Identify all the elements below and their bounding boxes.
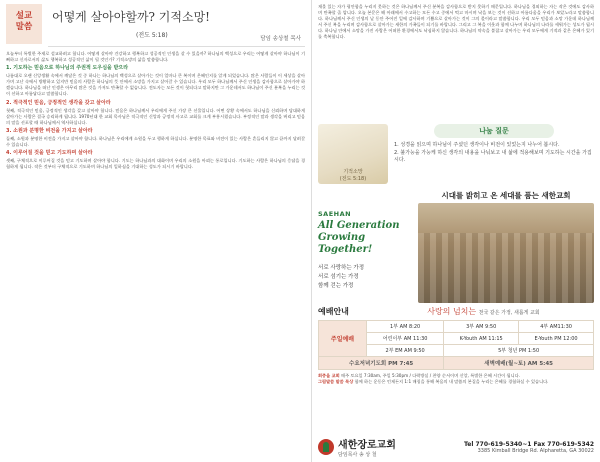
questions-content: [388, 124, 594, 184]
subheading-1: 1. 기도하는 믿음으로 하나님의 주권적 도우심을 받으라: [6, 65, 129, 72]
divider: [48, 46, 305, 47]
subheading-4: 4. 이루어질 것을 믿고 기도하며 살아라: [6, 150, 93, 157]
sermon-tag: [6, 4, 42, 44]
sermon-verse: (전도 5:18): [136, 32, 168, 39]
sermon-pastor: 담임 송상철 목사: [260, 36, 301, 42]
notice-text: 함께 하는 운동은 언제든지 1:1 매칭을 통해 복음의 내 말씀의 본질을 누리는 은혜를 경험하실 수 있습니다.: [353, 379, 549, 385]
subheading-3: 3. 소원과 분명한 비전을 가지고 살아라: [6, 127, 93, 134]
image-caption: 기적소망: [343, 169, 363, 175]
phone-fax: Tel 770-619-5340~1 Fax 770-619-5342: [463, 440, 594, 448]
sermon-header: [6, 4, 305, 48]
subheading-2: 2. 적극적인 믿음, 긍정적인 생각을 갖고 살아라: [6, 99, 111, 106]
notice-block: [318, 373, 594, 385]
question-item: 1. 성경을 읽으며 하나님이 주셨던 생각이나 비전이 있었는지 나누어 봅시다.: [394, 142, 560, 148]
photo-block: [418, 190, 594, 302]
slogan-item: 함께 걷는 가정: [318, 283, 354, 289]
table-row: [319, 357, 594, 370]
address: 3385 Kimball Bridge Rd. Alpharetta, GA 30022: [477, 447, 594, 454]
slogan-list: [318, 264, 418, 291]
schedule-cell: 2부 EM AM 9:50: [367, 345, 444, 357]
wednesday-service: 수요저녁기도회 PM 7:45: [319, 357, 444, 370]
schedule-heading: 예배안내: [318, 307, 349, 316]
body-paragraph: 나름대로 오랜 신앙생활 속에서 깨달은 것 중 하나는 하나님의 백성으로 살아가는 것이 얼마나 큰 복이며 은혜인지를 알게 되었습니다. 많은 사람들이 이 세상을 살아가며 고난 속에서 방황하고 있지만 믿음의 사람은 하나님의 뜻 안에서 소망을 가지고 살아갈 수 있습니다. 우리 모두 하나님께서 주신 인생을 감사함으로 살아가야 하겠습니다. 하나님을 떠난 인생은 아무리 많은 것을 가져도 만족할 수 없습니다. 전도자는 모든 것이 헛되다고 말하지만 그 가운데서도 하나님이 주신 분복을 누리는 것이 선하고 아름답다고 말씀합니다.: [6, 73, 305, 97]
schedule-cell: 5부 청년 PM 1:50: [444, 345, 594, 357]
church-pastor: 담임목사 송 상 철: [338, 452, 377, 458]
right-column: [312, 0, 600, 462]
sunday-label: 주일예배: [319, 321, 367, 357]
question-item: 2. 불가능을 가능케 하신 생각의 내용을 나눠보고 내 삶에 적용해보며 기도하는 시간을 가집시다.: [394, 149, 592, 163]
schedule-header: [318, 306, 594, 317]
worship-schedule-table: [318, 320, 594, 370]
church-logo-icon: [318, 439, 334, 455]
schedule-cell: K-Youth AM 11:15: [444, 333, 519, 345]
tag-line1: 설교: [15, 11, 33, 21]
slogan-item: 서로 사랑하는 가정: [318, 265, 365, 271]
saehan-label: SAEHAN: [318, 210, 352, 218]
intro-paragraph: 오늘부터 특별한 주제로 설교하려고 합니다. 어떻게 살아야 건강하고 행복하고 성공적인 인생을 살 수 있을까? 하나님의 백성으로 우리는 어떻게 살아야 하나님이 기뻐하고 신자로서의 삶도 행복하고 성공적인 삶이 될 것인가? 기적소망의 삶을 말씀합니다.: [6, 51, 305, 63]
schedule-cell: 1부 AM 8:20: [367, 321, 444, 333]
congregation-photo: [418, 203, 594, 303]
notice-text: 매주 토요일 7:30am, 주일 5:30pm / 다락방실 / 찬양 순서이며 신앙, 특별한 은혜 시간이 됩니다.: [339, 373, 521, 378]
tag-line2: 말씀: [15, 22, 33, 32]
image-verse: (전도 5:18): [339, 176, 367, 182]
footer: [318, 436, 594, 458]
schedule-cell: 어린이부 AM 11:30: [367, 333, 444, 345]
questions-box: [318, 124, 594, 184]
sermon-continuation: 재물 있는 자가 평안함을 누리지 못하는 것은 하나님께서 주신 분복을 감사함으로 받지 못하기 때문입니다. 하나님을 경외하는 자는 작은 것에도 감사하며 만족할 줄 압니다. 오늘 본문은 해 아래에서 수고하는 모든 수고 중에서 먹고 마시며 낙을 보는 것이 선하고 아름다움을 우리가 보았노라고 말씀합니다. 하나님께서 주신 인생의 날 동안 주어진 일에 감사하며 기쁨으로 살아가는 것이 그의 몫이라고 말씀합니다. 우리 모두 믿음과 소망 가운데 하나님께서 주신 복을 누리며 감사함으로 살아가는 새한의 가족들이 되기를 바랍니다. 그리고 그 복을 이웃과 함께 나누며 하나님의 나라를 세워가는 성도가 됩시다. 하나님 안에서 소망을 가진 사람은 어떠한 환경에서도 낙심하지 않습니다. 하나님의 약속을 붙잡고 살아가는 우리 모두에게 기적과 같은 은혜가 있기를 축복합니다.: [318, 4, 594, 40]
body-paragraph: 셋째, 구체적으로 이루어질 것을 믿고 기도하며 살아야 합니다. 기도는 하나님과의 대화이며 우리의 소원을 아뢰는 통로입니다. 기도하는 사람은 하나님의 응답을 경험하게 됩니다. 작은 것부터 구체적으로 기도하며 하나님의 일하심을 기대하는 성도가 되시기 바랍니다.: [6, 158, 305, 170]
schedule-cell: 3부 AM 9:50: [444, 321, 519, 333]
schedule-cell: E-Youth PM 12:00: [519, 333, 594, 345]
slogan-item: 서로 섬기는 가정: [318, 274, 359, 280]
schedule-title: 사랑의 넘치는 천국 같은 가정, 새롭게 교회: [427, 307, 540, 316]
notice-highlight: 회중을 교회: [318, 373, 340, 378]
slogan-english: All Generation Growing Together!: [318, 220, 400, 255]
table-row: [319, 321, 594, 333]
questions-title: 나눔 질문: [434, 124, 554, 138]
body-paragraph: 첫째, 적극적인 믿음, 긍정적인 생각을 갖고 살아야 합니다. 믿음은 하나님께서 우리에게 주신 가장 큰 선물입니다. 어떤 상황 속에서도 하나님을 신뢰하며 담대하게 살아가는 사람은 결국 승리하게 됩니다. 1970년대 한 교회 목사님은 적극적인 신앙과 긍정적 사고로 교회를 크게 부흥시켰습니다. 부정적인 말과 생각을 버리고 믿음의 말을 선포할 때 하나님께서 역사하십니다.: [6, 107, 305, 125]
sermon-title: 어떻게 살아야할까? 기적소망!: [52, 10, 210, 24]
church-info: [338, 436, 396, 458]
dawn-service: 새벽예배(월~토) AM 5:45: [444, 357, 594, 370]
notice-highlight: 그림말씀 말씀 묵상: [318, 379, 354, 385]
schedule-cell: 4부 AM11:30: [519, 321, 594, 333]
sermon-image: [318, 124, 388, 184]
generation-section: [318, 190, 594, 302]
contact-info: [464, 441, 594, 454]
body-paragraph: 둘째, 소원과 분명한 비전을 가지고 살아야 합니다. 하나님은 우리에게 소원을 두고 행하게 하십니다. 분명한 목표와 비전이 있는 사람은 흔들리지 않고 끝까지 달려갈 수 있습니다.: [6, 135, 305, 147]
church-name: 새한장로교회: [338, 440, 396, 451]
generation-title: 시대를 밝히고 온 세대를 품는 새한교회: [441, 191, 571, 200]
sermon-title-block: [42, 4, 305, 42]
slogan-block: [318, 190, 418, 302]
